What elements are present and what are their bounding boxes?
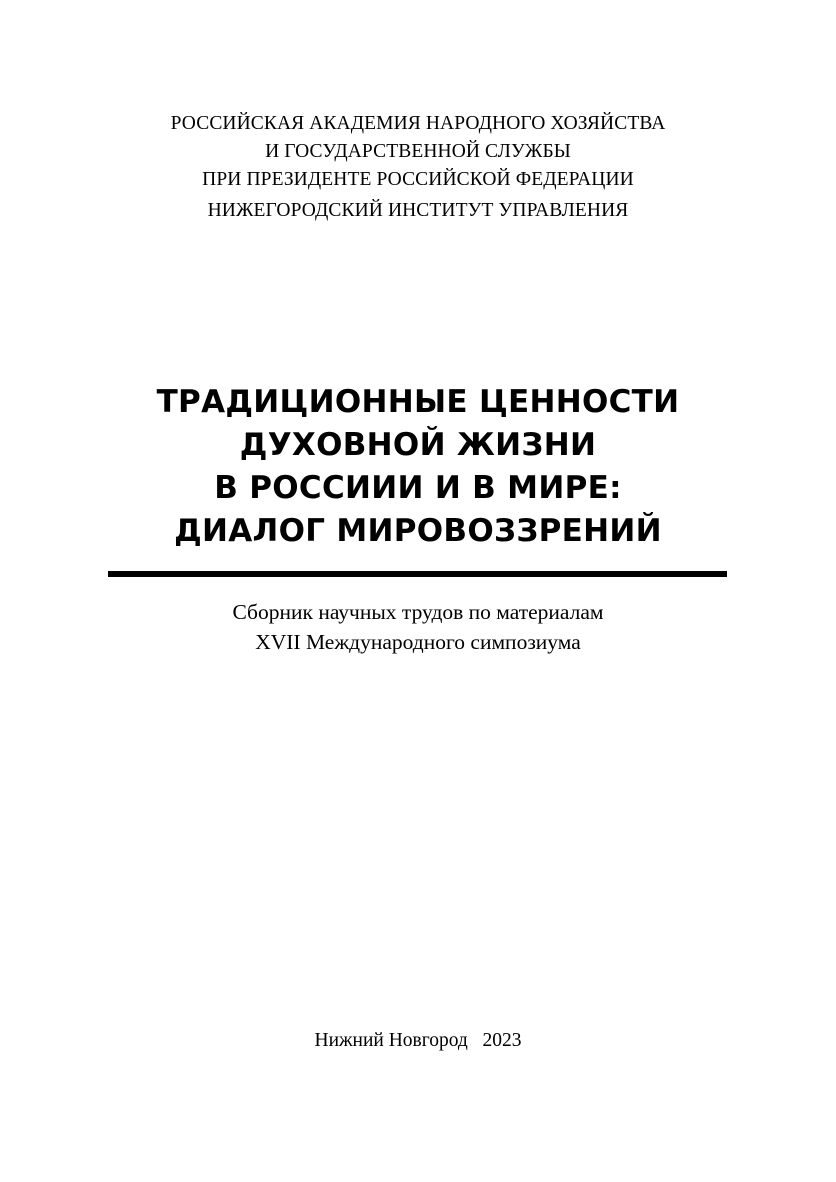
document-subtitle (0, 597, 836, 657)
title-divider (108, 571, 727, 577)
organization-line: ПРИ ПРЕЗИДЕНТЕ РОССИЙСКОЙ ФЕДЕРАЦИИ (202, 169, 634, 190)
title-line: ДУХОВНОЙ ЖИЗНИ (239, 427, 597, 463)
organization-name (0, 110, 836, 194)
organization-line: И ГОСУДАРСТВЕННОЙ СЛУЖБЫ (265, 141, 571, 162)
institute-name: НИЖЕГОРОДСКИЙ ИНСТИТУТ УПРАВЛЕНИЯ (207, 200, 629, 221)
imprint-year: 2023 (482, 1030, 522, 1051)
title-line: ТРАДИЦИОННЫЕ ЦЕННОСТИ (156, 384, 680, 420)
organization-line: РОССИЙСКАЯ АКАДЕМИЯ НАРОДНОГО ХОЗЯЙСТВА (170, 113, 666, 134)
document-title (0, 381, 836, 553)
subtitle-line: Сборник научных трудов по материалам (232, 600, 604, 624)
title-line: ДИАЛОГ МИРОВОЗЗРЕНИЙ (174, 513, 662, 549)
imprint-city: Нижний Новгород (314, 1030, 468, 1051)
imprint (0, 1027, 836, 1055)
title-line: В РОССИИИ И В МИРЕ: (214, 470, 622, 506)
subtitle-line: XVII Международного симпозиума (255, 630, 581, 654)
